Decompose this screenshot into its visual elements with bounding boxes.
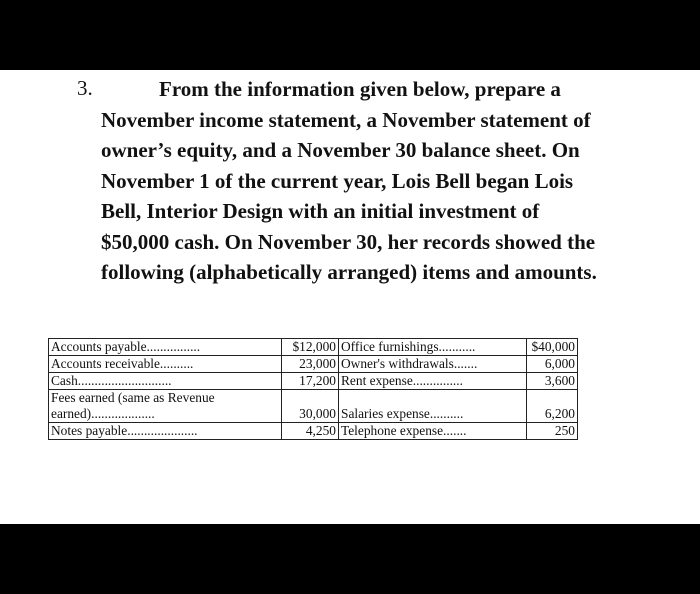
account-amount: 6,200 (527, 390, 578, 423)
account-name: Accounts payable................ (49, 339, 282, 356)
problem-line: owner’s equity, and a November 30 balance sheet. On (101, 138, 580, 162)
account-name (49, 390, 282, 423)
account-name-line: Fees earned (same as Revenue (51, 390, 215, 405)
table-row (49, 423, 578, 440)
problem-line: following (alphabetically arranged) items and amounts. (101, 260, 597, 284)
account-name: Notes payable..................... (49, 423, 282, 440)
account-name-line: earned)................... (51, 406, 155, 421)
problem-sheet (0, 70, 700, 524)
account-amount: 4,250 (282, 423, 339, 440)
problem-line: November 1 of the current year, Lois Bell began Lois (101, 168, 574, 193)
account-balances-table (48, 338, 578, 440)
table-row (49, 390, 578, 423)
account-amount: 3,600 (527, 373, 578, 390)
table-row (49, 356, 578, 373)
problem-statement (101, 74, 699, 288)
account-amount: 23,000 (282, 356, 339, 373)
account-amount: 6,000 (527, 356, 578, 373)
account-amount: $40,000 (527, 339, 578, 356)
account-amount: 250 (527, 423, 578, 440)
table-row (49, 373, 578, 390)
account-name: Accounts receivable.......... (49, 356, 282, 373)
problem-line: $50,000 cash. On November 30, her records showed the (101, 229, 596, 254)
account-amount: 17,200 (282, 373, 339, 390)
table-row (49, 339, 578, 356)
account-name: Office furnishings........... (339, 339, 527, 356)
problem-line: Bell, Interior Design with an initial investment of (101, 199, 540, 223)
account-amount: 30,000 (282, 390, 339, 423)
account-name: Cash............................ (49, 373, 282, 390)
problem-line: November income statement, a November statement of (101, 107, 591, 132)
account-name: Telephone expense....... (339, 423, 527, 440)
account-name: Salaries expense.......... (339, 390, 527, 423)
problem-number: 3. (77, 76, 93, 100)
account-name: Rent expense............... (339, 373, 527, 390)
account-amount: $12,000 (282, 339, 339, 356)
problem-line: From the information given below, prepare a (159, 77, 561, 101)
account-name: Owner's withdrawals....... (339, 356, 527, 373)
